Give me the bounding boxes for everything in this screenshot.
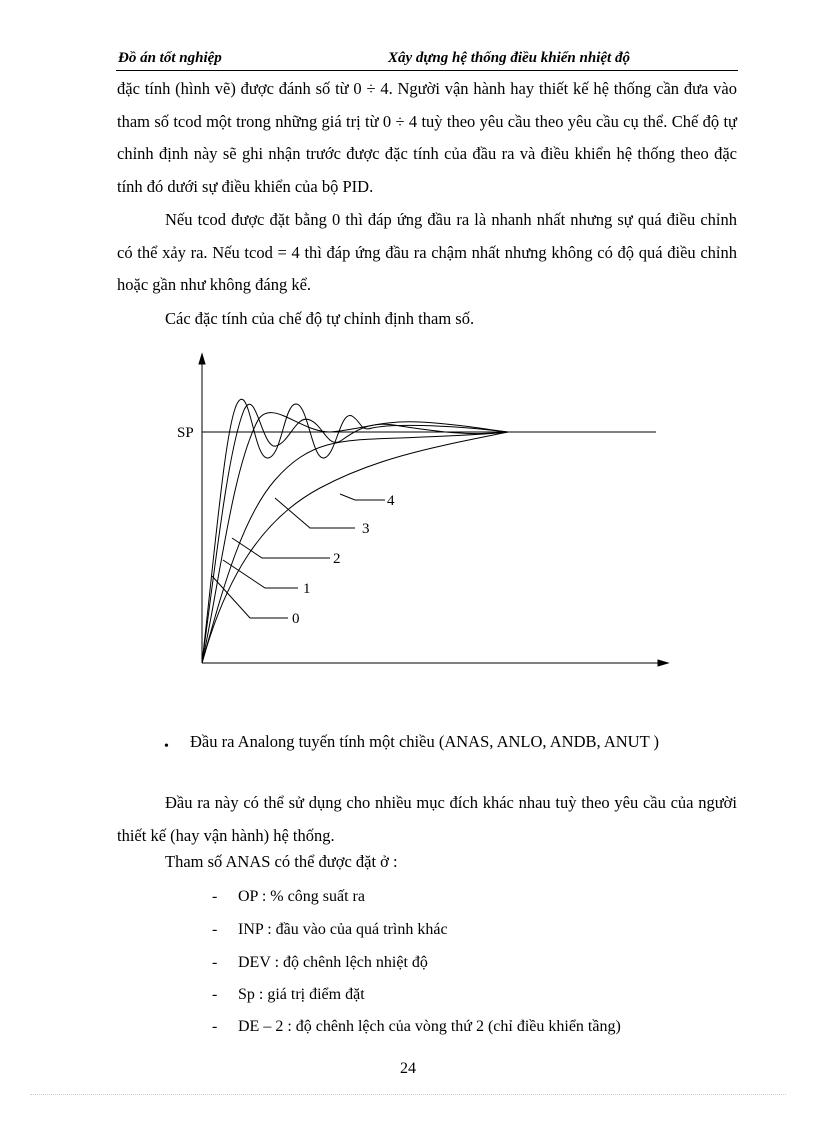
- x-axis-arrow: [658, 660, 668, 666]
- list-dash: -: [212, 986, 218, 1003]
- paragraph-tcod-explanation: Nếu tcod được đặt bằng 0 thì đáp ứng đầu ra là nhanh nhất nhưng sự quá điều chỉnh có thể xảy ra. Nếu tcod = 4 thì đáp ứng đầu ra chậm nhất nhưng không có độ quá điều chỉnh hoặc gần như không đáng kể.: [117, 210, 737, 294]
- list-item: [212, 1018, 621, 1036]
- bullet-analog-output: Đầu ra Analong tuyến tính một chiều (ANAS, ANLO, ANDB, ANUT ): [190, 732, 659, 751]
- curve-4: [202, 432, 508, 663]
- list-item: [212, 986, 365, 1004]
- curve-label-4: 4: [387, 493, 395, 509]
- curve-label-3: 3: [362, 521, 370, 537]
- list-item-text: OP : % công suất ra: [238, 888, 365, 905]
- page-number: 24: [400, 1060, 416, 1077]
- list-item-text: DEV : độ chênh lệch nhiệt độ: [238, 954, 428, 971]
- paragraph-tuning-description: đặc tính (hình vẽ) được đánh số từ 0 ÷ 4. Người vận hành hay thiết kế hệ thống cần đưa vào tham số tcod một trong những giá trị từ 0 ÷ 4 tuỳ theo yêu cầu theo yêu cầu cụ thể. Chế độ tự chỉnh định này sẽ ghi nhận trước được đặc tính của đầu ra và điều khiển hệ thống theo đặc tính đó dưới sự điều khiển của bộ PID.: [117, 79, 737, 196]
- paragraph-output-usage: Đầu ra này có thể sử dụng cho nhiều mục đích khác nhau tuỳ theo yêu cầu của người thiết kế (hay vận hành) hệ thống.: [117, 793, 737, 845]
- leader-0: [212, 576, 288, 618]
- leader-1: [223, 560, 298, 588]
- list-item-text: INP : đầu vào của quá trình khác: [238, 921, 448, 938]
- leader-4: [340, 494, 385, 500]
- list-item-text: DE – 2 : độ chênh lệch của vòng thứ 2 (chỉ điều khiển tầng): [238, 1018, 621, 1035]
- list-dash: -: [212, 921, 218, 938]
- leader-2: [232, 538, 330, 558]
- sp-label: SP: [177, 425, 194, 441]
- paragraph-anas-intro: Tham số ANAS có thể được đặt ở :: [165, 852, 398, 871]
- curve-label-2: 2: [333, 551, 341, 567]
- header-left-title: Đồ án tốt nghiệp: [118, 50, 222, 66]
- figure-caption: Các đặc tính của chế độ tự chỉnh định tham số.: [165, 309, 475, 328]
- list-item: [212, 954, 428, 972]
- list-dash: -: [212, 1018, 218, 1035]
- curve-3: [202, 432, 508, 663]
- y-axis-arrow: [199, 354, 205, 364]
- list-dash: -: [212, 954, 218, 971]
- curve-label-0: 0: [292, 611, 300, 627]
- leader-3: [275, 498, 355, 528]
- curve-0: [202, 399, 508, 663]
- footer-divider: [30, 1094, 786, 1095]
- list-item: [212, 888, 365, 906]
- list-dash: -: [212, 888, 218, 905]
- header-right-title: Xây dựng hệ thống điều khiển nhiệt độ: [388, 50, 630, 66]
- list-item-text: Sp : giá trị điểm đặt: [238, 986, 365, 1003]
- curve-label-1: 1: [303, 581, 311, 597]
- curve-2: [202, 413, 508, 663]
- bullet-symbol: •: [164, 739, 169, 754]
- list-item: [212, 921, 448, 939]
